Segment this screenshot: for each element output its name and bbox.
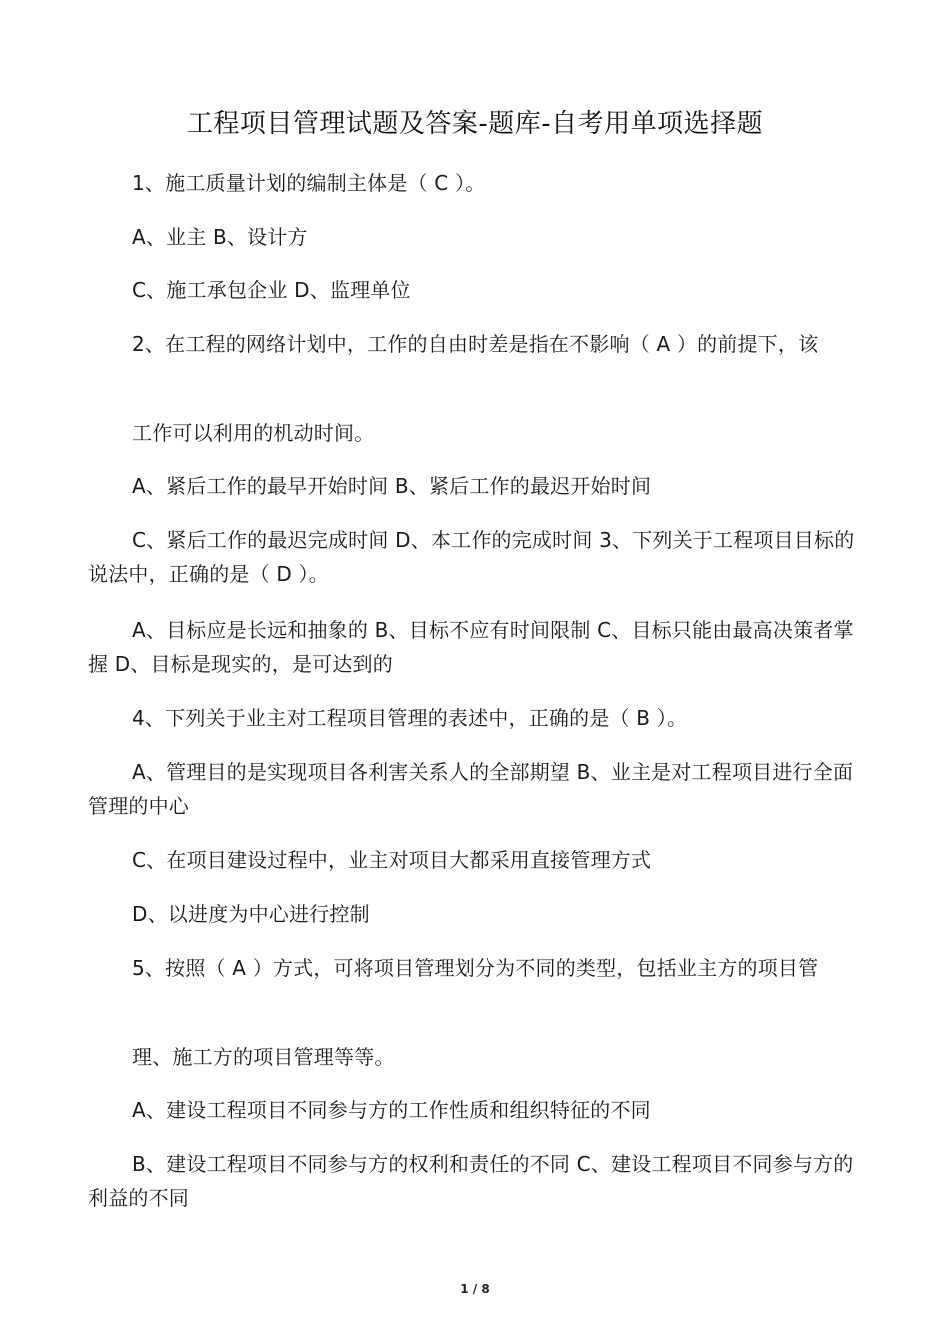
question-1-options-cd: C、施工承包企业 D、监理单位 (132, 278, 411, 302)
question-3-options: A、目标应是长远和抽象的 B、目标不应有时间限制 C、目标只能由最高决策者掌握 D、目标是现实的，是可达到的 (88, 618, 854, 676)
question-1: 1、施工质量计划的编制主体是（ C ）。 (132, 171, 486, 195)
question-4-options-ab: A、管理目的是实现项目各利害关系人的全部期望 B、业主是对工程项目进行全面管理的中心 (88, 760, 854, 818)
question-2: 2、在工程的网络计划中，工作的自由时差是指在不影响（ A ）的前提下，该 (132, 332, 819, 356)
question-2-options-ab: A、紧后工作的最早开始时间 B、紧后工作的最迟开始时间 (132, 474, 652, 498)
question-2-continued: 工作可以利用的机动时间。 (132, 421, 375, 445)
question-5-continued: 理、施工方的项目管理等等。 (132, 1045, 395, 1069)
question-5-options-bc: B、建设工程项目不同参与方的权利和责任的不同 C、建设工程项目不同参与方的利益的不同 (88, 1152, 854, 1210)
page-number: 1 / 8 (460, 1282, 490, 1296)
question-5: 5、按照（ A ）方式，可将项目管理划分为不同的类型，包括业主方的项目管 (132, 956, 819, 980)
question-2-options-cd-question-3: C、紧后工作的最迟完成时间 D、本工作的完成时间 3、下列关于工程项目目标的说法中，正确的是（ D ）。 (88, 528, 855, 586)
question-4: 4、下列关于业主对工程项目管理的表述中，正确的是（ B ）。 (132, 706, 688, 730)
question-4-option-d: D、以进度为中心进行控制 (132, 902, 370, 926)
question-5-option-a: A、建设工程项目不同参与方的工作性质和组织特征的不同 (132, 1098, 651, 1122)
question-1-options-ab: A、业主 B、设计方 (132, 225, 308, 249)
question-4-option-c: C、在项目建设过程中，业主对项目大都采用直接管理方式 (132, 848, 652, 872)
document-title: 工程项目管理试题及答案-题库-自考用单项选择题 (186, 109, 764, 139)
